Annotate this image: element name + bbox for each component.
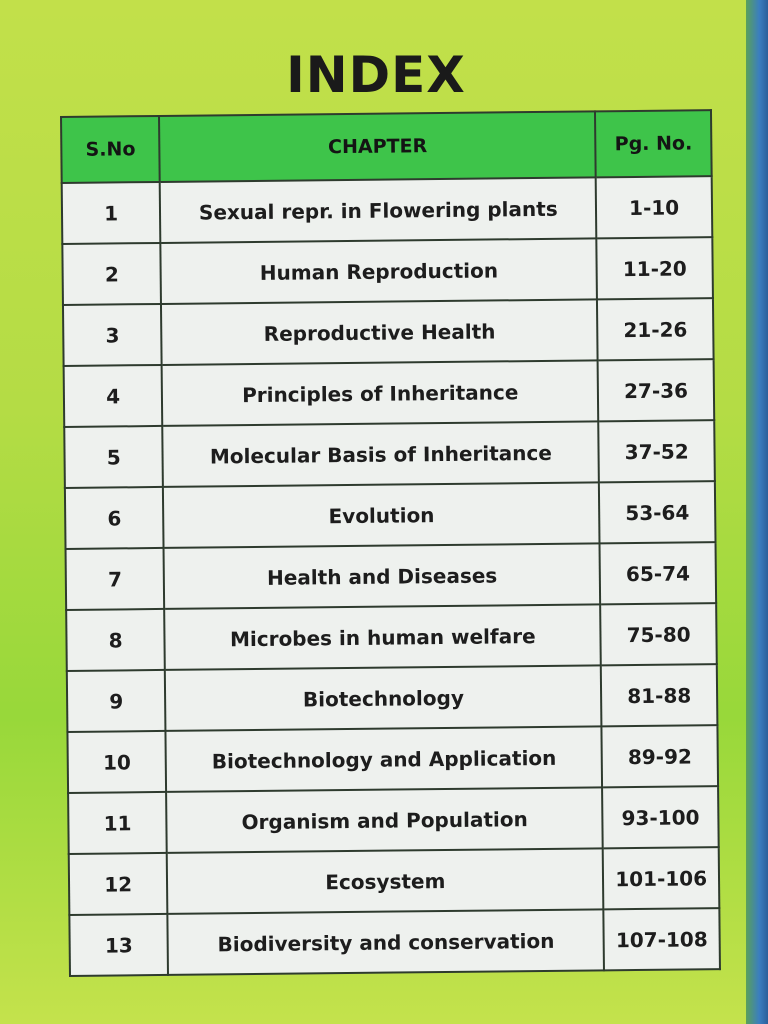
row-chapter: Biodiversity and conservation xyxy=(168,909,605,975)
row-page: 27-36 xyxy=(598,359,714,421)
table-header xyxy=(61,110,712,183)
row-sno: 1 xyxy=(62,182,161,244)
row-page: 37-52 xyxy=(599,420,715,482)
row-sno: 13 xyxy=(69,914,168,976)
row-chapter: Biotechnology and Application xyxy=(166,726,603,792)
row-chapter: Evolution xyxy=(163,482,600,548)
row-chapter: Principles of Inheritance xyxy=(162,360,599,426)
table-row xyxy=(69,847,720,915)
page-edge-shadow xyxy=(746,0,768,1024)
row-page: 75-80 xyxy=(600,603,716,665)
row-sno: 8 xyxy=(66,609,165,671)
row-sno: 6 xyxy=(65,487,164,549)
table-row xyxy=(66,603,717,671)
row-sno: 4 xyxy=(64,365,163,427)
table-row xyxy=(63,298,714,366)
row-page: 1-10 xyxy=(596,176,712,238)
table-row xyxy=(66,542,717,610)
row-sno: 9 xyxy=(67,670,166,732)
row-page: 101-106 xyxy=(603,847,719,909)
row-page: 107-108 xyxy=(604,908,720,970)
row-page: 81-88 xyxy=(601,664,717,726)
header-row xyxy=(61,110,712,183)
row-sno: 7 xyxy=(66,548,165,610)
row-chapter: Human Reproduction xyxy=(161,238,598,304)
row-chapter: Health and Diseases xyxy=(164,543,601,609)
row-page: 53-64 xyxy=(599,481,715,543)
row-page: 11-20 xyxy=(597,237,713,299)
row-page: 65-74 xyxy=(600,542,716,604)
row-chapter: Molecular Basis of Inheritance xyxy=(163,421,600,487)
table-row xyxy=(62,237,713,305)
table-row xyxy=(64,420,715,488)
table-row xyxy=(62,176,713,244)
table-body xyxy=(62,176,720,976)
row-sno: 3 xyxy=(63,304,162,366)
row-page: 21-26 xyxy=(597,298,713,360)
row-sno: 11 xyxy=(68,792,167,854)
header-chapter: CHAPTER xyxy=(159,111,596,182)
table-row xyxy=(69,908,720,976)
table-row xyxy=(67,725,718,793)
row-sno: 12 xyxy=(69,853,168,915)
row-page: 89-92 xyxy=(602,725,718,787)
table-row xyxy=(64,359,715,427)
row-chapter: Organism and Population xyxy=(166,787,603,853)
row-chapter: Microbes in human welfare xyxy=(165,604,602,670)
row-chapter: Reproductive Health xyxy=(161,299,598,365)
row-chapter: Ecosystem xyxy=(167,848,604,914)
header-sno: S.No xyxy=(61,116,160,183)
header-page: Pg. No. xyxy=(595,110,711,177)
index-table xyxy=(60,109,721,977)
table-row xyxy=(65,481,716,549)
row-page: 93-100 xyxy=(602,786,718,848)
table-row xyxy=(67,664,718,732)
row-sno: 10 xyxy=(67,731,166,793)
table-row xyxy=(68,786,719,854)
row-sno: 2 xyxy=(62,243,161,305)
row-sno: 5 xyxy=(64,426,163,488)
page-title: INDEX xyxy=(286,46,466,104)
row-chapter: Sexual repr. in Flowering plants xyxy=(160,177,597,243)
row-chapter: Biotechnology xyxy=(165,665,602,731)
